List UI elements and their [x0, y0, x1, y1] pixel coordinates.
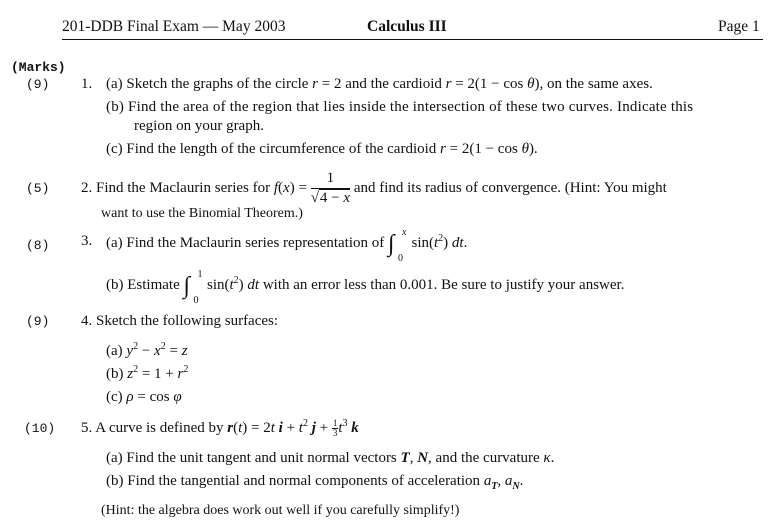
q4-marks: (9) — [26, 314, 50, 329]
q2-fraction: $\frac{1}{√4 - x}$ — [310, 170, 351, 207]
q3-marks: (8) — [26, 238, 50, 253]
math-circle-eq: r — [312, 76, 319, 92]
integral-sign-icon: ∫ x 0 — [388, 226, 407, 264]
q1-part-b-line2: region on your graph. — [134, 118, 264, 134]
q2-line1: 2. Find the Maclaurin series for f(x) = $\frac{1}{√4 - x}$ and find its radius of convergence. (Hint: You might — [81, 170, 667, 207]
header-subject: Calculus III — [367, 18, 447, 35]
q1-part-b-line1: (b) Find the area of the region that lies inside the intersection of these two curves. Indicate this — [106, 99, 694, 115]
q3-part-b: (b) Estimate ∫ 1 0 $\sin(t^2)$ dt with an error less than 0.001. Be sure to justify your answer. — [106, 268, 625, 306]
q1-marks: (9) — [26, 77, 50, 92]
header-rule — [62, 39, 763, 40]
integral-sign-icon: ∫ 1 0 — [183, 268, 203, 306]
q5-part-a: (a) Find the unit tangent and unit normal vectors T, N, and the curvature κ. — [106, 450, 555, 466]
q4-line: 4. Sketch the following surfaces: — [81, 313, 279, 329]
q2-marks: (5) — [26, 181, 50, 196]
q4-part-a: (a) $y^2 - x^2 = z$ — [106, 341, 188, 359]
q1-part-a: (a) Sketch the graphs of the circle r = 2 and the cardioid r = 2(1 − cos θ), on the same axes. — [106, 76, 653, 92]
q5-hint: (Hint: the algebra does work out well if you carefully simplify!) — [101, 503, 460, 518]
q5-line: 5. A curve is defined by r(t) = 2t $i + t^2$ j + $\frac{1}{3}$ $t^3$ k — [81, 417, 359, 438]
q1-number: 1. — [81, 76, 93, 92]
header-page-number: Page 1 — [718, 18, 760, 35]
header-course-info: 201-DDB Final Exam — May 2003 — [62, 18, 286, 35]
q4-part-b: (b) $z^2 = 1 + r^2$ — [106, 364, 189, 382]
q5-part-b: (b) Find the tangential and normal components of acceleration $a_T$, $a_N$. — [106, 473, 524, 492]
fraction-one-third: $\frac{1}{3}$ — [332, 418, 338, 438]
q1-part-c: (c) Find the length of the circumference of the cardioid r = 2(1 − cos θ). — [106, 141, 538, 157]
q3-part-a: (a) Find the Maclaurin series representation of ∫ x 0 $\sin(t^2)$ dt. — [106, 226, 468, 264]
q3-number: 3. — [81, 233, 93, 249]
q4-part-c: (c) ρ = cos φ — [106, 389, 182, 405]
q5-marks: (10) — [24, 421, 56, 436]
q2-line2: want to use the Binomial Theorem.) — [101, 206, 303, 221]
marks-column-label: (Marks) — [11, 60, 66, 75]
